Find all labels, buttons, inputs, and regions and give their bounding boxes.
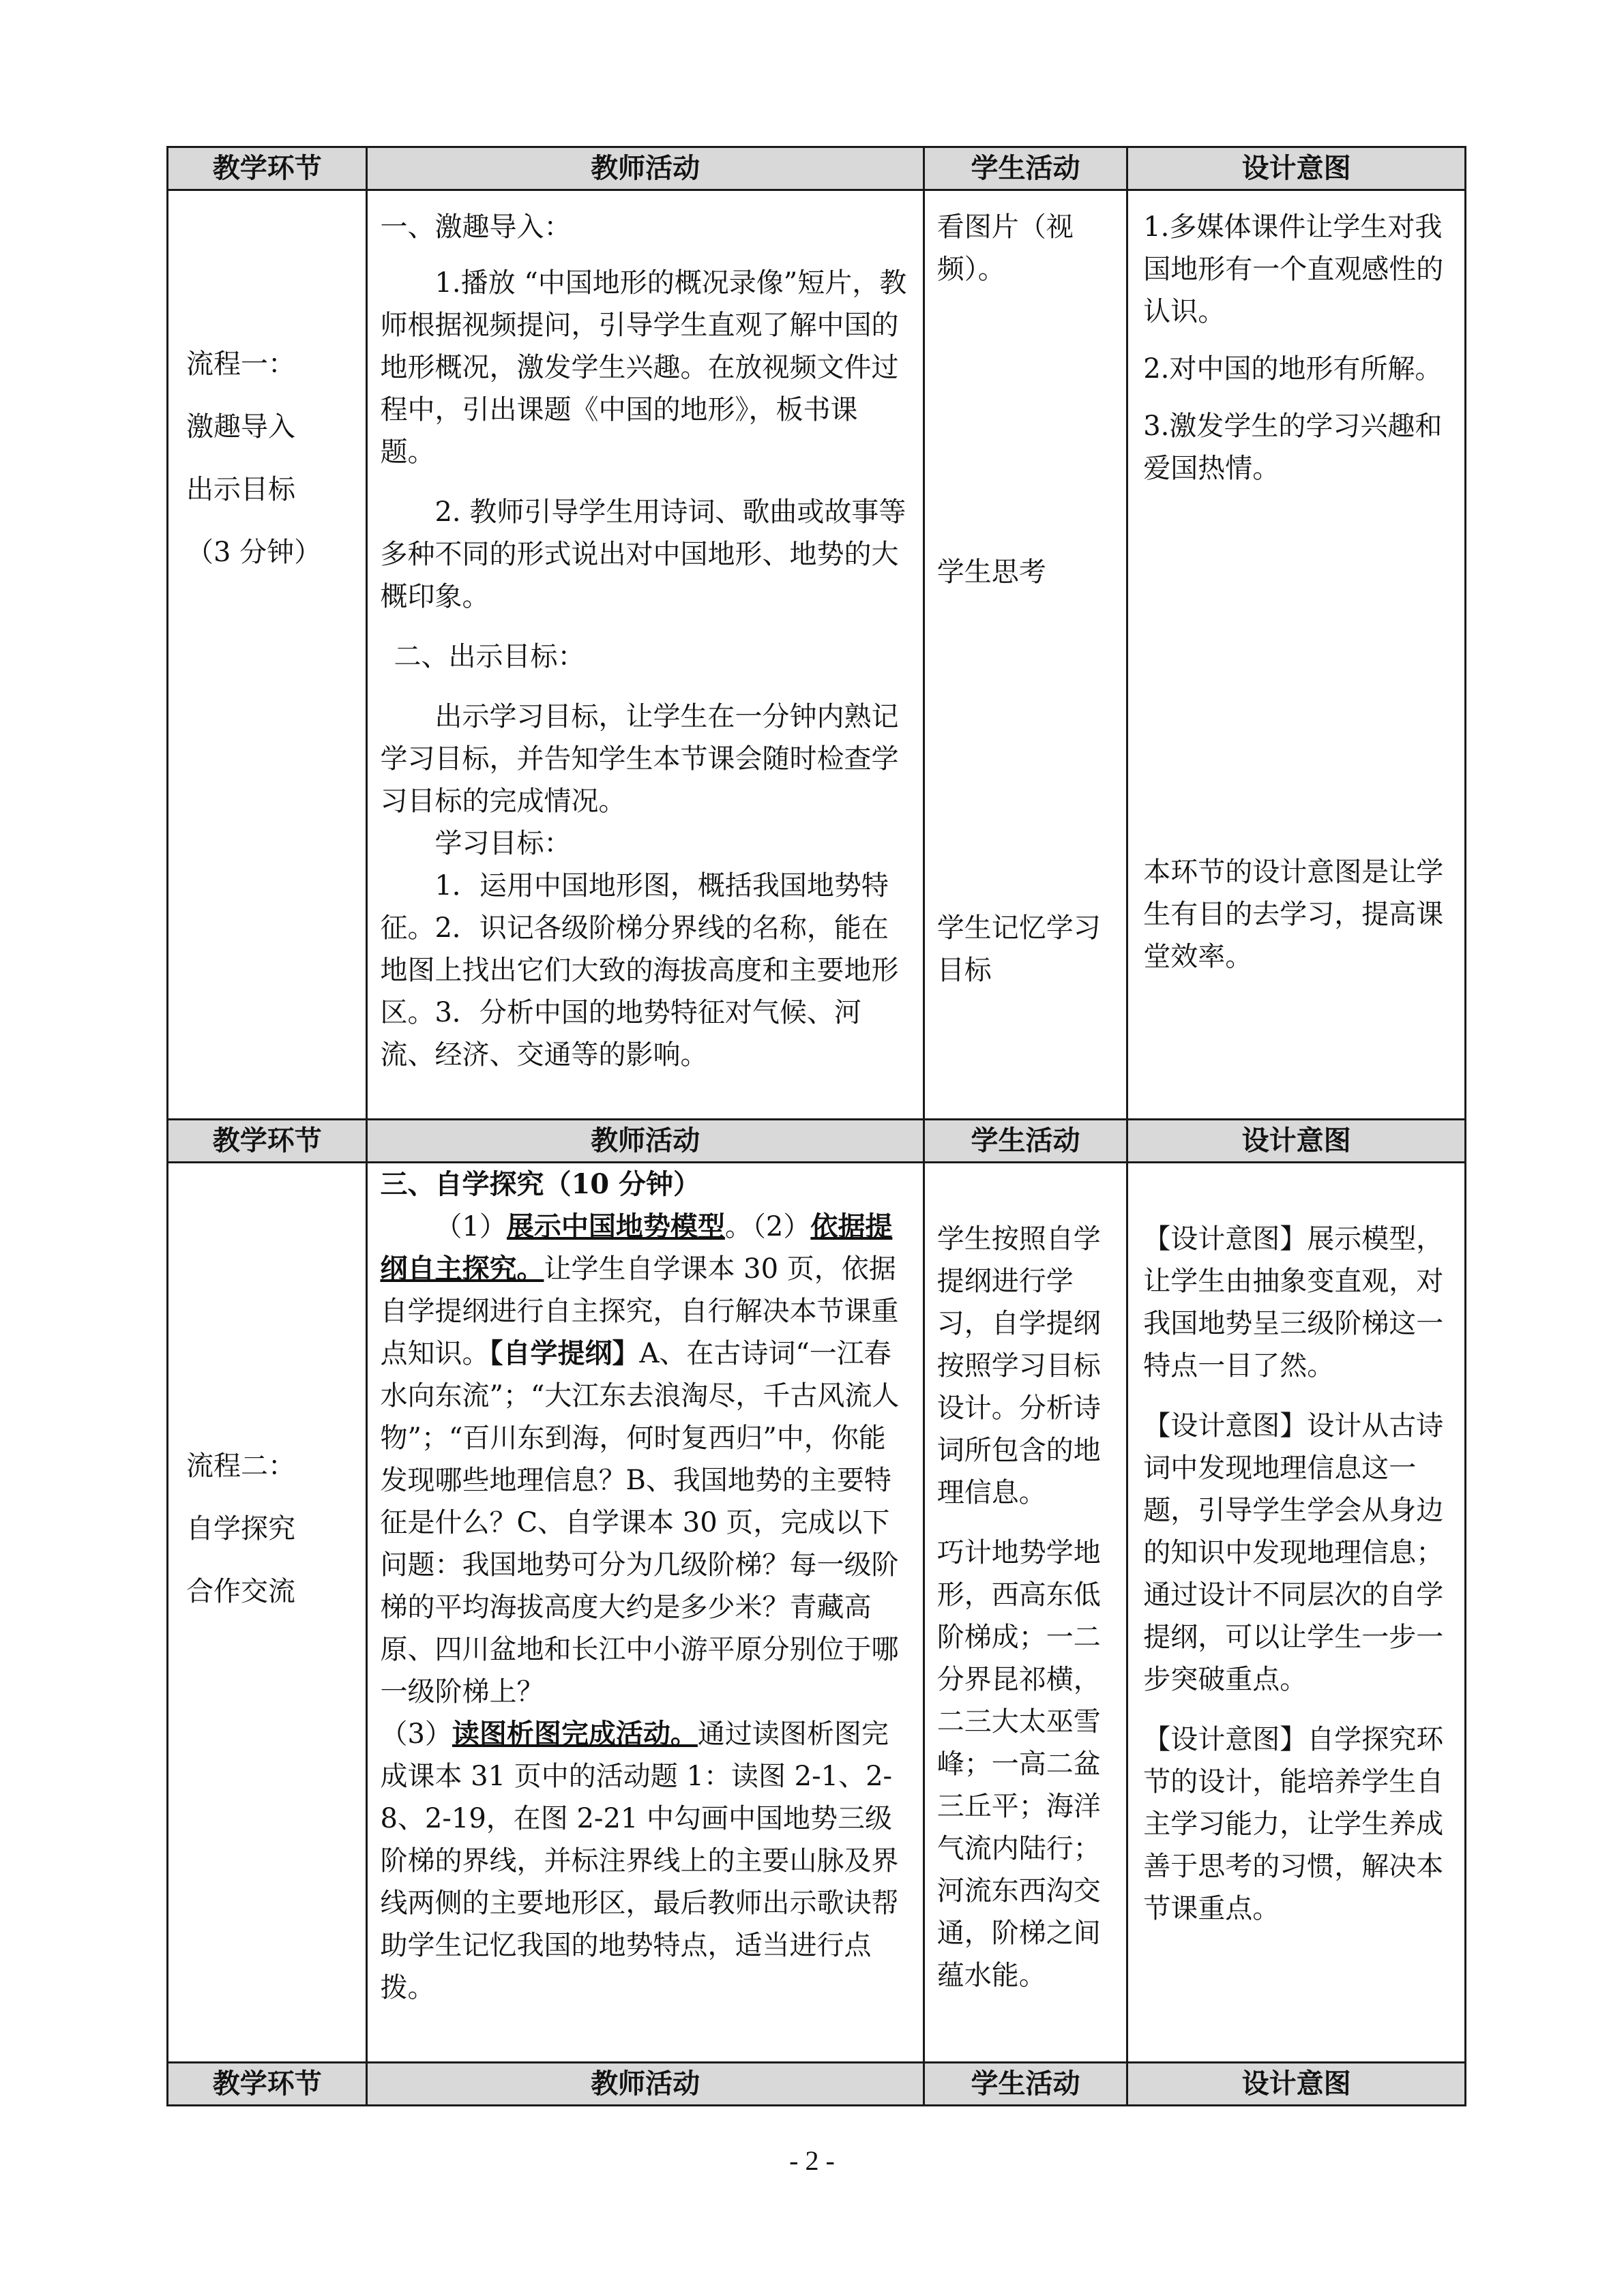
header-design: 设计意图 <box>1127 1120 1466 1163</box>
design-intent: 3.激发学生的学习兴趣和爱国热情。 <box>1143 411 1443 484</box>
mnemonic-verse: 巧计地势学地形，西高东低阶梯成；一二分界昆祁横，二三大太巫雪峰；一高二盆三丘平；海洋气流内陆行；河流东西沟交通，阶梯之间蕴水能。 <box>936 1537 1101 1991</box>
student-cell-2 <box>924 1163 1127 2063</box>
stage-label: 出示目标 <box>186 474 295 505</box>
page-number: - 2 - <box>789 2145 835 2176</box>
design-intent: 本环节的设计意图是让学生有目的去学习，提高课堂效率。 <box>1143 856 1444 972</box>
table-header-row <box>168 1120 1466 1163</box>
teacher-paragraph <box>380 1206 907 1713</box>
student-cell-1 <box>924 190 1127 1120</box>
design-intent: 【设计意图】自学探究环节的设计，能培养学生自主学习能力，让学生养成善于思考的习惯，解决本节课重点。 <box>1143 1724 1444 1924</box>
text-run: A、在古诗词“一江春水向东流”；“大江东去浪淘尽，千古风流人物”；“百川东到海，何时复西归”中，你能发现哪些地理信息？B、我国地势的主要特征是什么？C、自学课本 30 页，完成以下问题：我国地势可分为几级阶梯？每一级阶梯的平均海拔高度大约是多少米？青藏高原、四川盆地和长江中小游平原分别位于哪一级阶梯上？ <box>380 1338 900 1708</box>
header-student: 学生活动 <box>924 1120 1127 1163</box>
table-header-row <box>168 2063 1466 2106</box>
design-intent: 2.对中国的地形有所解。 <box>1143 353 1443 385</box>
stage-cell-1 <box>168 190 367 1120</box>
stage-label: 流程二： <box>186 1450 295 1482</box>
teacher-paragraph: 1.播放 “中国地形的概况录像”短片，教师根据视频提问，引导学生直观了解中国的地形概况，激发学生兴趣。在放视频文件过程中，引出课题《中国的地形》，板书课题。 <box>380 267 907 468</box>
header-stage: 教学环节 <box>168 2063 367 2106</box>
teacher-paragraph: 出示学习目标，让学生在一分钟内熟记学习目标，并告知学生本节课会随时检查学习目标的完成情况。 <box>380 701 899 817</box>
goals-label: 学习目标： <box>434 828 572 859</box>
header-teacher: 教师活动 <box>367 1120 924 1163</box>
underlined-keyword: 读图析图完成活动。 <box>452 1718 698 1750</box>
stage-label: 合作交流 <box>186 1576 295 1607</box>
design-intent: 【设计意图】设计从古诗词中发现地理信息这一题，引导学生学会从身边的知识中发现地理信息；通过设计不同层次的自学提纲，可以让学生一步一步突破重点。 <box>1143 1410 1444 1695</box>
underlined-keyword: 展示中国地势模型 <box>506 1210 725 1242</box>
section-heading: 一、激趣导入： <box>380 211 572 243</box>
stage-cell-2 <box>168 1163 367 2063</box>
header-design: 设计意图 <box>1127 147 1466 190</box>
design-intent: 【设计意图】展示模型，让学生由抽象变直观，对我国地势呈三级阶梯这一特点一目了然。 <box>1143 1223 1444 1382</box>
design-cell-2 <box>1127 1163 1466 2063</box>
text-run: 。（2） <box>724 1211 811 1242</box>
teacher-paragraph: 2. 教师引导学生用诗词、歌曲或故事等多种不同的形式说出对中国地形、地势的大概印象。 <box>380 496 906 612</box>
bold-keyword: 【自学提纲】 <box>489 1337 640 1369</box>
header-design: 设计意图 <box>1127 2063 1466 2106</box>
learning-goals: 1．运用中国地形图，概括我国地势特征。2．识记各级阶梯分界线的名称，能在地图上找出它们大致的海拔高度和主要地形区。3．分析中国的地势特征对气候、河流、经济、交通等的影响。 <box>380 870 899 1071</box>
text-run: 让学生自学课本 30 页，依据自学提纲进行自主探究，自行解决本节课重点知识。 <box>380 1253 899 1369</box>
header-student: 学生活动 <box>924 2063 1127 2106</box>
header-teacher: 教师活动 <box>367 147 924 190</box>
teacher-cell-1 <box>367 190 924 1120</box>
text-run: 通过读图析图完成课本 31 页中的活动题 1：读图 2-1、2-8、2-19，在图 2-21 中勾画中国地势三级阶梯的界线，并标注界线上的主要山脉及界线两侧的主要地形区，最后教师出示歌诀帮助学生记忆我国的地势特点，适当进行点拨。 <box>380 1718 899 2003</box>
lesson-plan-table <box>166 146 1466 2106</box>
teacher-paragraph <box>380 1713 907 2009</box>
header-student: 学生活动 <box>924 147 1127 190</box>
table-header-row <box>168 147 1466 190</box>
table-row-section1 <box>168 190 1466 1120</box>
text-run: （3） <box>380 1718 452 1750</box>
section-heading: 三、自学探究（10 分钟） <box>380 1168 701 1200</box>
underlined-keyword: 依据提纲自主探究。 <box>380 1210 893 1285</box>
stage-label: 自学探究 <box>186 1513 295 1545</box>
student-activity: 学生按照自学提纲进行学习，自学提纲按照学习目标设计。分析诗词所包含的地理信息。 <box>936 1223 1101 1508</box>
text-run: （1） <box>434 1211 507 1242</box>
student-activity: 学生思考 <box>936 556 1046 588</box>
student-activity: 看图片（视频）。 <box>936 211 1074 285</box>
stage-label: 激趣导入 <box>186 411 295 443</box>
design-cell-1 <box>1127 190 1466 1120</box>
design-intent: 1.多媒体课件让学生对我国地形有一个直观感性的认识。 <box>1143 211 1444 327</box>
header-teacher: 教师活动 <box>367 2063 924 2106</box>
stage-label: （3 分钟） <box>186 537 322 568</box>
teacher-cell-2 <box>367 1163 924 2063</box>
student-activity: 学生记忆学习目标 <box>936 912 1101 986</box>
table-row-section2 <box>168 1163 1466 2063</box>
section-heading: 二、出示目标： <box>394 641 585 672</box>
stage-label: 流程一： <box>186 348 295 380</box>
header-stage: 教学环节 <box>168 147 367 190</box>
header-stage: 教学环节 <box>168 1120 367 1163</box>
